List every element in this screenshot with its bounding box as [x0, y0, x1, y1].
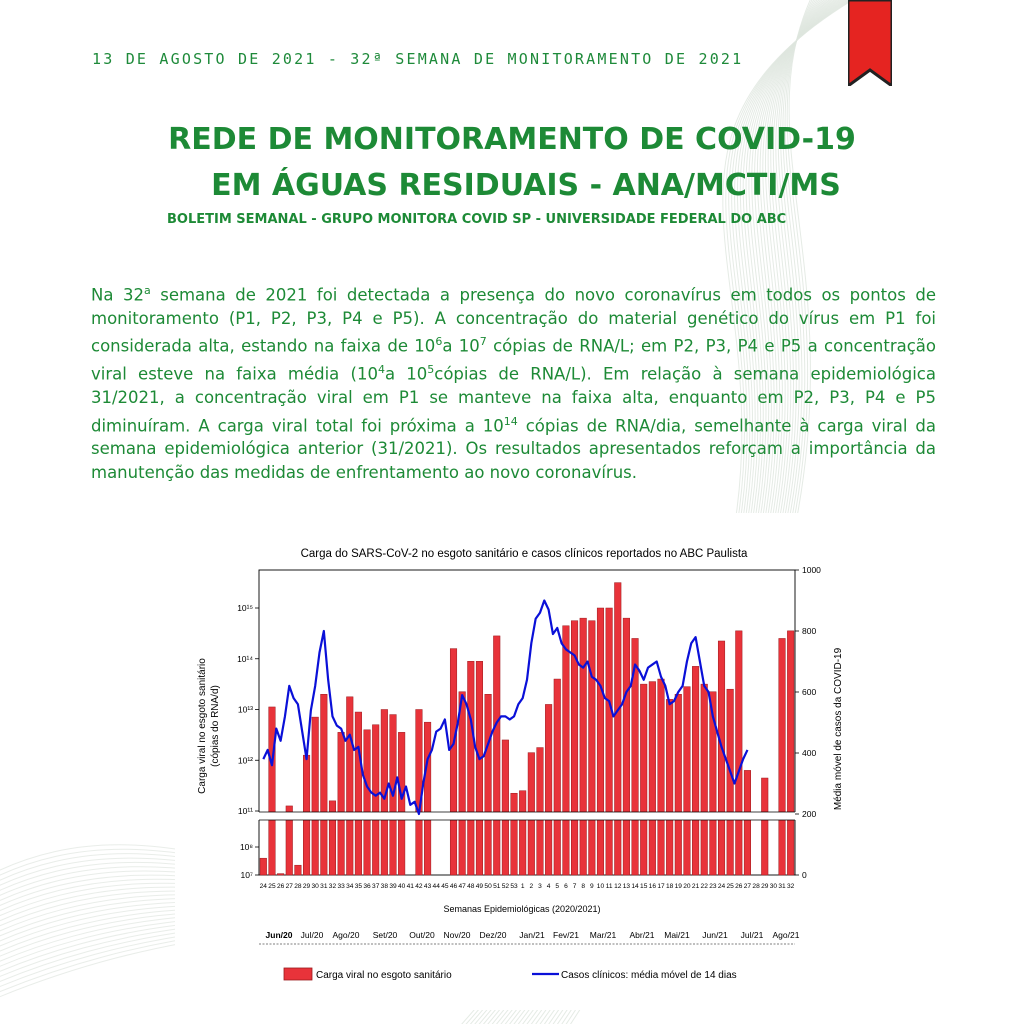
week-tick-label: 49	[475, 883, 484, 890]
viral-load-bar	[779, 638, 786, 875]
month-label: Ago/21	[772, 930, 800, 940]
month-label: Ago/20	[332, 930, 360, 940]
axis-break-band	[255, 812, 799, 820]
page-title-line2: EM ÁGUAS RESIDUAIS - ANA/MCTI/MS	[211, 168, 841, 203]
week-tick-label: 23	[709, 883, 717, 890]
week-tick-label: 44	[432, 883, 440, 890]
left-tick-label: 10¹⁵	[237, 603, 253, 613]
week-tick-label: 10	[596, 883, 605, 890]
week-tick-label: 32	[787, 883, 795, 890]
month-label: Fev/21	[553, 930, 579, 940]
week-tick-label: 11	[605, 883, 613, 890]
week-tick-label: 15	[640, 883, 648, 890]
viral-load-bar	[580, 618, 587, 875]
viral-load-bar	[312, 717, 319, 875]
week-tick-label: 8	[581, 883, 586, 890]
month-label: Jul/21	[740, 930, 764, 940]
week-tick-label: 25	[726, 883, 734, 890]
viral-load-bar	[554, 679, 561, 875]
week-tick-label: 7	[572, 883, 577, 890]
month-label: Abr/21	[629, 930, 655, 940]
viral-load-bar	[269, 707, 276, 875]
week-tick-label: 27	[285, 883, 293, 890]
week-tick-label: 38	[380, 883, 389, 890]
viral-load-bar	[450, 649, 457, 875]
week-tick-label: 32	[328, 883, 337, 890]
left-tick-label: 10⁷	[240, 870, 253, 880]
week-tick-label: 43	[423, 883, 432, 890]
viral-load-bar	[666, 699, 673, 875]
week-tick-label: 41	[406, 883, 414, 890]
legend-line-label: Casos clínicos: média móvel de 14 dias	[561, 970, 737, 981]
viral-load-bar	[701, 684, 708, 875]
month-label: Mar/21	[589, 930, 617, 940]
week-tick-label: 14	[631, 883, 639, 890]
week-tick-label: 46	[449, 883, 458, 890]
month-label: Mai/21	[664, 930, 690, 940]
bulletin-paragraph: Na 32$^a$ semana de 2021 foi detectada a presença do novo coronavírus em todos os pontos de monitoramento (P1, P2, P3, P4 e P5). A concentração do material genético do vírus em P1 foi considerada alta, estando na faixa de $10^6a$ $10^7$ cópias de RNA/L; em P2, P3, P4 e P5 a concentração viral esteve na faixa média ($10^4a$ $10^5cópias$ de RNA/L). Em relação à semana epidemiológica 31/2021, a concentração viral em P1 se manteve na faixa alta, enquanto em P2, P3, P4 e P5 diminuíram. A carga viral total foi próxima a $10^{14}$ cópias de RNA/dia, semelhante à carga viral da semana epidemiológica anterior (31/2021). Os resultados apresentados reforçam a importância da manutenção das medidas de enfrentamento ao novo coronavírus.	[91, 284, 936, 482]
week-tick-label: 30	[769, 883, 778, 890]
bookmark-ribbon-icon	[848, 0, 892, 86]
viral-load-bar	[277, 874, 284, 875]
month-label: Out/20	[409, 930, 435, 940]
left-tick-label: 10⁸	[239, 842, 253, 852]
week-tick-label: 6	[564, 883, 568, 890]
viral-load-bar	[338, 732, 345, 875]
viral-load-bar	[787, 631, 794, 875]
left-tick-label: 10¹²	[237, 755, 253, 766]
chart-title: Carga do SARS-CoV-2 no esgoto sanitário e casos clínicos reportados no ABC Paulista	[300, 548, 748, 560]
week-tick-label: 28	[752, 883, 760, 890]
week-tick-label: 53	[510, 883, 518, 890]
week-tick-label: 22	[700, 883, 708, 890]
month-label: Jun/21	[702, 930, 728, 940]
month-label: Set/20	[372, 930, 398, 940]
week-tick-label: 26	[735, 883, 743, 890]
week-tick-label: 26	[276, 883, 285, 890]
week-tick-label: 35	[354, 883, 363, 890]
viral-load-bar	[658, 679, 665, 875]
y-axis-label-left-line2: (cópias do RNA/d)	[210, 685, 221, 767]
week-tick-label: 31	[320, 883, 328, 890]
viral-load-bar	[744, 770, 751, 875]
week-tick-label: 52	[501, 883, 510, 890]
week-tick-label: 47	[458, 883, 466, 890]
week-tick-label: 34	[346, 883, 354, 890]
week-tick-label: 24	[717, 883, 726, 890]
viral-load-bar	[260, 858, 267, 875]
viral-load-bar	[727, 689, 734, 875]
week-tick-label: 50	[484, 883, 492, 890]
viral-load-bar	[675, 694, 682, 875]
viral-load-bar	[346, 697, 353, 875]
right-tick-label: 200	[802, 809, 817, 819]
week-tick-label: 31	[778, 883, 786, 890]
chart-legend	[284, 968, 737, 981]
viral-load-bar	[468, 661, 475, 875]
viral-load-bar	[761, 778, 768, 875]
viral-load-bar	[295, 865, 302, 875]
left-tick-label: 10¹⁴	[237, 653, 253, 664]
week-tick-label: 29	[302, 883, 311, 890]
week-tick-label: 3	[538, 883, 542, 890]
week-tick-label: 20	[683, 883, 691, 890]
viral-load-bar	[372, 725, 379, 875]
x-axis-label: Semanas Epidemiológicas (2020/2021)	[443, 904, 601, 914]
month-label: Jul/20	[300, 930, 324, 940]
week-tick-label: 40	[397, 883, 406, 890]
page-subtitle: BOLETIM SEMANAL - GRUPO MONITORA COVID SP - UNIVERSIDADE FEDERAL DO ABC	[167, 212, 787, 227]
week-tick-label: 39	[389, 883, 397, 890]
viral-load-bar	[476, 661, 483, 875]
viral-load-bar	[398, 732, 405, 875]
viral-load-bar	[736, 631, 743, 875]
viral-load-chart	[175, 513, 849, 1010]
viral-load-bar	[537, 748, 544, 875]
date-line: 13 DE AGOSTO DE 2021 - 32ª SEMANA DE MONITORAMENTO DE 2021	[92, 50, 744, 68]
right-tick-label: 0	[802, 870, 807, 880]
week-tick-label: 4	[546, 883, 551, 890]
viral-load-bar	[692, 666, 699, 875]
viral-load-bar	[485, 694, 492, 875]
viral-load-bar	[545, 704, 552, 875]
viral-load-bar	[519, 791, 526, 875]
viral-load-bar	[640, 684, 647, 875]
viral-load-bar	[597, 608, 604, 875]
legend-bar-label: Carga viral no esgoto sanitário	[316, 970, 452, 981]
week-tick-label: 17	[657, 883, 665, 890]
week-tick-label: 1	[520, 883, 525, 890]
week-tick-label: 28	[294, 883, 302, 890]
viral-load-bar	[649, 682, 656, 875]
right-tick-label: 400	[802, 748, 817, 758]
week-tick-label: 27	[743, 883, 752, 890]
legend-bar-swatch	[284, 968, 312, 980]
week-tick-label: 36	[363, 883, 371, 890]
y-axis-label-left-line1: Carga viral no esgoto sanitário	[197, 658, 208, 794]
week-tick-label: 45	[441, 883, 449, 890]
chart-card	[175, 513, 849, 1010]
left-tick-label: 10¹¹	[237, 806, 253, 816]
week-tick-label: 25	[268, 883, 276, 890]
week-tick-label: 48	[467, 883, 475, 890]
right-tick-label: 800	[802, 626, 817, 636]
viral-load-bar	[511, 793, 518, 875]
viral-load-bar	[563, 626, 570, 875]
y-axis-label-right: Média móvel de casos da COVID-19	[833, 647, 844, 811]
week-tick-label: 5	[555, 883, 560, 890]
month-label: Jan/21	[519, 930, 545, 940]
month-label: Nov/20	[443, 930, 471, 940]
viral-load-bar	[623, 618, 630, 875]
week-tick-label: 37	[372, 883, 380, 890]
viral-load-bar	[355, 712, 362, 875]
week-tick-label: 18	[665, 883, 674, 890]
viral-load-bar	[364, 730, 371, 875]
viral-load-bar	[606, 608, 613, 875]
viral-load-bar	[718, 641, 725, 875]
week-tick-label: 21	[691, 883, 700, 890]
week-tick-label: 12	[614, 883, 622, 890]
viral-load-bar	[614, 583, 621, 875]
week-tick-label: 9	[590, 883, 594, 890]
week-tick-label: 33	[337, 883, 345, 890]
viral-load-bar	[684, 687, 691, 875]
page-title-line1: REDE DE MONITORAMENTO DE COVID-19	[168, 122, 856, 157]
week-tick-label: 42	[415, 883, 423, 890]
right-tick-label: 1000	[802, 565, 821, 575]
week-tick-label: 13	[622, 883, 631, 890]
week-tick-label: 30	[311, 883, 319, 890]
viral-load-bar	[321, 694, 328, 875]
week-tick-label: 24	[259, 883, 267, 890]
viral-load-bar	[459, 692, 466, 875]
week-tick-label: 19	[674, 883, 682, 890]
week-tick-label: 51	[493, 883, 501, 890]
left-tick-label: 10¹³	[237, 704, 253, 715]
week-tick-label: 16	[648, 883, 657, 890]
viral-load-bar	[493, 636, 500, 875]
right-tick-label: 600	[802, 687, 817, 697]
week-tick-label: 29	[761, 883, 769, 890]
viral-load-bar	[589, 621, 596, 875]
viral-load-bar	[424, 722, 431, 875]
week-tick-label: 2	[529, 883, 534, 890]
month-label: Dez/20	[479, 930, 507, 940]
viral-load-bar	[502, 740, 509, 875]
month-label: Jun/20	[265, 930, 293, 940]
